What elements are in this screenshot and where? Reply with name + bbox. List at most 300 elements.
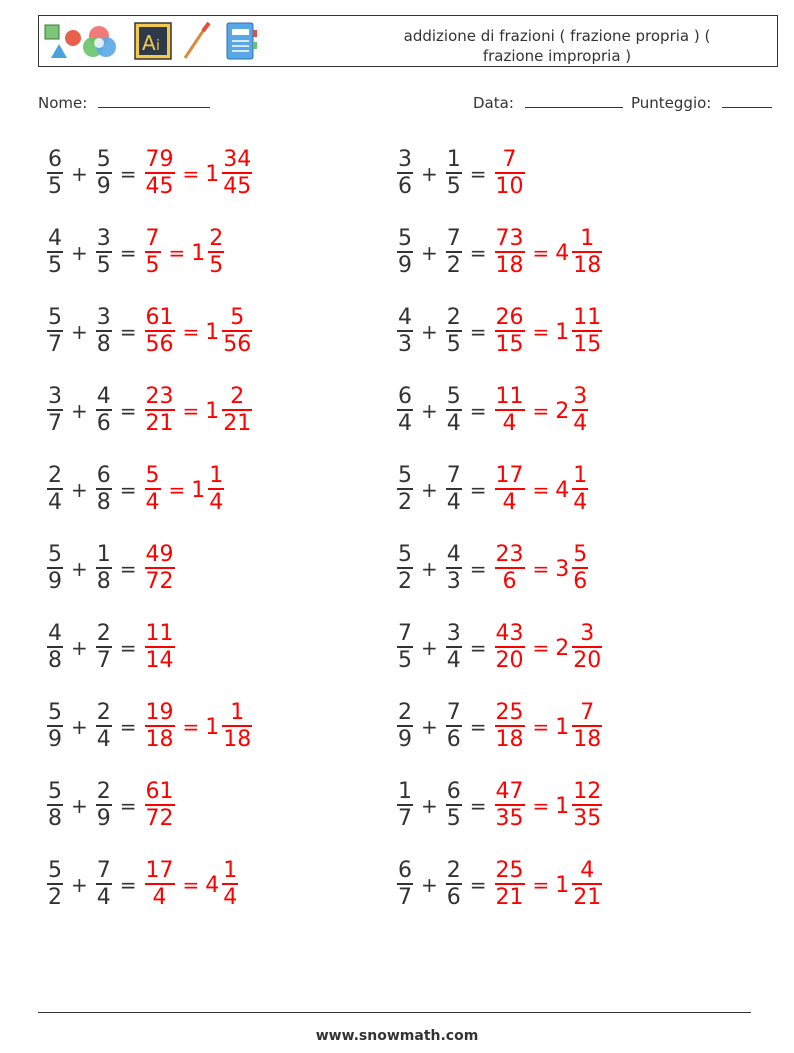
equals-sign: = <box>469 399 487 423</box>
mixed-whole: 1 <box>205 714 220 740</box>
mixed-fraction-numerator: 5 <box>573 542 588 567</box>
sum-fraction-denominator: 10 <box>495 174 524 199</box>
sum-fraction-denominator: 72 <box>145 569 174 594</box>
mixed-fraction-numerator: 3 <box>573 384 588 409</box>
addend-1-numerator: 5 <box>398 542 412 567</box>
plus-sign: + <box>71 794 88 818</box>
equals-sign-answer: = <box>532 715 550 739</box>
mixed-fraction-numerator: 2 <box>209 226 224 251</box>
addend-1-numerator: 5 <box>48 779 62 804</box>
addend-2 <box>96 543 112 595</box>
sum-fraction-numerator: 47 <box>495 779 524 804</box>
addend-1-denominator: 9 <box>48 569 62 594</box>
sum-fraction-denominator: 5 <box>145 253 160 278</box>
mixed-fraction <box>222 859 238 911</box>
addend-1-denominator: 8 <box>48 806 62 831</box>
addend-1-numerator: 2 <box>398 700 412 725</box>
problem-row <box>395 297 604 367</box>
sum-fraction-denominator: 4 <box>502 411 517 436</box>
plus-sign: + <box>421 241 438 265</box>
mixed-whole: 1 <box>555 714 570 740</box>
score-blank <box>722 93 772 108</box>
addend-2-numerator: 6 <box>446 779 461 804</box>
mixed-fraction-denominator: 18 <box>573 727 602 752</box>
addend-1-numerator: 3 <box>398 147 412 172</box>
sum-fraction-denominator: 15 <box>495 332 524 357</box>
mixed-whole: 1 <box>555 319 570 345</box>
addend-1-numerator: 5 <box>398 226 412 251</box>
addend-2 <box>446 701 462 753</box>
mixed-fraction <box>572 701 602 753</box>
addend-2 <box>446 227 462 279</box>
equals-sign: = <box>119 241 137 265</box>
addend-2-numerator: 2 <box>96 621 111 646</box>
equals-sign-answer: = <box>532 478 550 502</box>
mixed-fraction-denominator: 4 <box>573 490 588 515</box>
addend-2-numerator: 5 <box>446 384 461 409</box>
addend-1 <box>397 622 413 674</box>
problem-row <box>45 297 254 367</box>
addend-2-numerator: 3 <box>96 226 111 251</box>
addend-1 <box>397 306 413 358</box>
addend-2 <box>446 859 462 911</box>
equals-sign: = <box>469 636 487 660</box>
equals-sign-answer: = <box>168 478 186 502</box>
addend-1-denominator: 7 <box>398 885 412 910</box>
sum-fraction <box>145 622 175 674</box>
problem-row <box>395 692 604 762</box>
addend-2 <box>96 859 112 911</box>
addend-1-numerator: 6 <box>398 858 412 883</box>
mixed-fraction-numerator: 11 <box>573 305 602 330</box>
addend-2 <box>446 622 462 674</box>
equals-sign: = <box>119 636 137 660</box>
addend-2-denominator: 8 <box>96 569 111 594</box>
title-line-2: frazione impropria ) <box>482 47 632 65</box>
problem-row <box>45 534 177 604</box>
addend-2-denominator: 4 <box>446 411 461 436</box>
addend-2-numerator: 3 <box>96 305 111 330</box>
sum-fraction-denominator: 4 <box>152 885 167 910</box>
addend-2-denominator: 2 <box>446 253 461 278</box>
addend-2 <box>96 385 112 437</box>
sum-fraction-numerator: 17 <box>145 858 174 883</box>
sum-fraction-numerator: 25 <box>495 700 524 725</box>
addend-1-denominator: 5 <box>48 174 62 199</box>
equals-sign: = <box>469 557 487 581</box>
mixed-fraction <box>208 227 224 279</box>
mixed-whole: 1 <box>205 398 220 424</box>
addend-2-numerator: 4 <box>446 542 461 567</box>
equals-sign-answer: = <box>182 162 200 186</box>
svg-text:i: i <box>156 38 160 54</box>
plus-sign: + <box>71 636 88 660</box>
addend-1 <box>397 464 413 516</box>
equals-sign: = <box>119 873 137 897</box>
equals-sign: = <box>119 399 137 423</box>
addend-2 <box>96 227 112 279</box>
addend-2-denominator: 7 <box>96 648 111 673</box>
mixed-fraction <box>208 464 224 516</box>
mixed-fraction-denominator: 4 <box>209 490 224 515</box>
mixed-fraction <box>572 780 602 832</box>
sum-fraction-numerator: 61 <box>145 779 174 804</box>
addend-2-denominator: 5 <box>446 174 461 199</box>
addend-1-numerator: 4 <box>398 305 412 330</box>
sum-fraction <box>495 306 525 358</box>
addend-2-denominator: 6 <box>446 885 461 910</box>
sum-fraction <box>145 543 175 595</box>
addend-1 <box>47 543 63 595</box>
equals-sign-answer: = <box>532 557 550 581</box>
sum-fraction <box>145 701 175 753</box>
mixed-fraction-denominator: 18 <box>223 727 252 752</box>
addend-2-denominator: 4 <box>446 490 461 515</box>
addend-1 <box>397 385 413 437</box>
equals-sign: = <box>469 241 487 265</box>
mixed-fraction-denominator: 35 <box>573 806 602 831</box>
addend-1-denominator: 2 <box>398 490 412 515</box>
mixed-fraction-numerator: 1 <box>580 226 595 251</box>
sum-fraction <box>145 306 175 358</box>
addend-2 <box>96 701 112 753</box>
addend-1 <box>47 701 63 753</box>
addend-2-numerator: 1 <box>96 542 111 567</box>
addend-1-denominator: 2 <box>48 885 62 910</box>
mixed-whole: 4 <box>555 240 570 266</box>
addend-1 <box>47 464 63 516</box>
addend-1-denominator: 9 <box>48 727 62 752</box>
mixed-fraction <box>222 385 252 437</box>
addend-1 <box>397 701 413 753</box>
sum-fraction-numerator: 79 <box>145 147 174 172</box>
sum-fraction <box>495 148 525 200</box>
problem-row <box>45 455 226 525</box>
sum-fraction <box>495 859 525 911</box>
date-blank <box>525 93 623 108</box>
addend-1 <box>397 543 413 595</box>
addend-2-numerator: 2 <box>96 779 111 804</box>
sum-fraction <box>145 464 161 516</box>
addend-1 <box>397 859 413 911</box>
sum-fraction-numerator: 73 <box>495 226 524 251</box>
equals-sign: = <box>469 715 487 739</box>
addend-2-numerator: 7 <box>446 700 461 725</box>
addend-1-numerator: 5 <box>48 305 62 330</box>
worksheet-title <box>357 26 757 66</box>
mixed-fraction <box>222 148 252 200</box>
addend-1-numerator: 4 <box>48 226 62 251</box>
equals-sign-answer: = <box>182 320 200 344</box>
sum-fraction-numerator: 25 <box>495 858 524 883</box>
plus-sign: + <box>421 715 438 739</box>
equals-sign-answer: = <box>168 241 186 265</box>
addend-1-numerator: 3 <box>48 384 62 409</box>
sum-fraction-denominator: 18 <box>495 253 524 278</box>
header-icons <box>43 20 273 62</box>
plus-sign: + <box>421 478 438 502</box>
addend-1 <box>47 385 63 437</box>
sum-fraction <box>495 385 525 437</box>
plus-sign: + <box>421 320 438 344</box>
sum-fraction-denominator: 45 <box>145 174 174 199</box>
addend-2-numerator: 2 <box>96 700 111 725</box>
addend-2 <box>446 148 462 200</box>
mixed-fraction-numerator: 5 <box>230 305 245 330</box>
plus-sign: + <box>71 715 88 739</box>
sum-fraction-denominator: 20 <box>495 648 524 673</box>
mixed-fraction <box>222 306 252 358</box>
equals-sign-answer: = <box>532 320 550 344</box>
mixed-whole: 4 <box>555 477 570 503</box>
addend-2-denominator: 6 <box>446 727 461 752</box>
score-field <box>631 93 772 112</box>
mixed-fraction <box>572 859 602 911</box>
sum-fraction-denominator: 18 <box>145 727 174 752</box>
sum-fraction-numerator: 11 <box>495 384 524 409</box>
equals-sign-answer: = <box>532 399 550 423</box>
problem-row <box>45 613 177 683</box>
sum-fraction-numerator: 7 <box>145 226 160 251</box>
addend-1-numerator: 4 <box>48 621 62 646</box>
equals-sign-answer: = <box>532 241 550 265</box>
sum-fraction <box>495 701 525 753</box>
problem-row <box>395 850 604 920</box>
mixed-whole: 1 <box>205 161 220 187</box>
equals-sign: = <box>119 320 137 344</box>
mixed-fraction-denominator: 6 <box>573 569 588 594</box>
sum-fraction-denominator: 14 <box>145 648 174 673</box>
addend-2-denominator: 8 <box>96 490 111 515</box>
problem-row <box>45 771 177 841</box>
addend-2-denominator: 5 <box>96 253 111 278</box>
addend-1-numerator: 5 <box>398 463 412 488</box>
addend-1-denominator: 5 <box>398 648 412 673</box>
plus-sign: + <box>71 557 88 581</box>
mixed-fraction-denominator: 18 <box>573 253 602 278</box>
addend-2 <box>96 780 112 832</box>
addend-2-numerator: 4 <box>96 384 111 409</box>
addend-1-denominator: 7 <box>398 806 412 831</box>
addend-1-denominator: 6 <box>398 174 412 199</box>
problem-row <box>45 139 254 209</box>
mixed-fraction-denominator: 20 <box>573 648 602 673</box>
mixed-fraction-numerator: 1 <box>230 700 245 725</box>
addend-1 <box>47 227 63 279</box>
sum-fraction-denominator: 72 <box>145 806 174 831</box>
mixed-fraction-numerator: 1 <box>209 463 224 488</box>
addend-2-denominator: 3 <box>446 569 461 594</box>
text-ai-icon <box>135 23 171 59</box>
sum-fraction-denominator: 4 <box>502 490 517 515</box>
mixed-fraction-numerator: 1 <box>573 463 588 488</box>
mixed-fraction-denominator: 4 <box>573 411 588 436</box>
addend-2-denominator: 4 <box>96 727 111 752</box>
addend-1-denominator: 7 <box>48 411 62 436</box>
mixed-fraction <box>572 385 588 437</box>
plus-sign: + <box>71 241 88 265</box>
addend-2-denominator: 9 <box>96 174 111 199</box>
addend-1-numerator: 5 <box>48 700 62 725</box>
mixed-fraction <box>222 701 252 753</box>
problem-row <box>45 692 254 762</box>
shapes-icon <box>45 25 81 58</box>
sum-fraction-numerator: 26 <box>495 305 524 330</box>
sum-fraction-denominator: 6 <box>502 569 517 594</box>
problem-row <box>395 139 527 209</box>
problem-row <box>395 613 604 683</box>
sum-fraction <box>145 780 175 832</box>
mixed-whole: 2 <box>555 635 570 661</box>
plus-sign: + <box>71 162 88 186</box>
addend-1-denominator: 5 <box>48 253 62 278</box>
sum-fraction-numerator: 23 <box>495 542 524 567</box>
equals-sign-answer: = <box>182 873 200 897</box>
sum-fraction-denominator: 35 <box>495 806 524 831</box>
sum-fraction-numerator: 7 <box>502 147 517 172</box>
mixed-whole: 1 <box>191 477 206 503</box>
plus-sign: + <box>71 873 88 897</box>
plus-sign: + <box>421 873 438 897</box>
addend-1-denominator: 4 <box>48 490 62 515</box>
sum-fraction <box>495 227 525 279</box>
date-label: Data: <box>473 94 514 112</box>
equals-sign: = <box>119 557 137 581</box>
problem-row <box>395 218 604 288</box>
equals-sign-answer: = <box>532 873 550 897</box>
problem-row <box>45 376 254 446</box>
addend-1-numerator: 6 <box>398 384 412 409</box>
sum-fraction <box>495 464 525 516</box>
mixed-fraction <box>572 464 588 516</box>
addend-2-numerator: 3 <box>446 621 461 646</box>
sum-fraction-denominator: 18 <box>495 727 524 752</box>
addend-1 <box>47 859 63 911</box>
sum-fraction-denominator: 4 <box>145 490 160 515</box>
sum-fraction-numerator: 19 <box>145 700 174 725</box>
sum-fraction <box>495 543 525 595</box>
addend-2-denominator: 6 <box>96 411 111 436</box>
equals-sign-answer: = <box>532 636 550 660</box>
mixed-fraction <box>572 622 602 674</box>
addend-2-numerator: 5 <box>96 147 111 172</box>
addend-1 <box>47 306 63 358</box>
plus-sign: + <box>421 794 438 818</box>
equals-sign-answer: = <box>182 399 200 423</box>
addend-1 <box>397 780 413 832</box>
addend-2 <box>446 543 462 595</box>
addend-2 <box>446 385 462 437</box>
sum-fraction <box>495 622 525 674</box>
sum-fraction-numerator: 5 <box>145 463 160 488</box>
addend-2-numerator: 6 <box>96 463 111 488</box>
notebook-icon <box>227 23 257 59</box>
sum-fraction-denominator: 21 <box>145 411 174 436</box>
plus-sign: + <box>71 320 88 344</box>
mixed-fraction-numerator: 3 <box>580 621 595 646</box>
sum-fraction-numerator: 61 <box>145 305 174 330</box>
equals-sign: = <box>469 478 487 502</box>
equals-sign: = <box>469 873 487 897</box>
mixed-whole: 1 <box>205 319 220 345</box>
footer-divider <box>38 1012 751 1013</box>
addend-1-numerator: 2 <box>48 463 62 488</box>
mixed-fraction-denominator: 21 <box>223 411 252 436</box>
sum-fraction-numerator: 17 <box>495 463 524 488</box>
addend-1 <box>397 148 413 200</box>
svg-text:A: A <box>142 31 156 55</box>
sum-fraction <box>495 780 525 832</box>
addend-1-denominator: 3 <box>398 332 412 357</box>
addend-2-denominator: 4 <box>446 648 461 673</box>
sum-fraction-denominator: 56 <box>145 332 174 357</box>
addend-2 <box>96 148 112 200</box>
addend-2-denominator: 4 <box>96 885 111 910</box>
addend-1-denominator: 9 <box>398 727 412 752</box>
mixed-fraction <box>572 227 602 279</box>
addend-1 <box>47 780 63 832</box>
addend-1-numerator: 6 <box>48 147 62 172</box>
plus-sign: + <box>421 636 438 660</box>
mixed-fraction-numerator: 7 <box>580 700 595 725</box>
addend-2 <box>96 306 112 358</box>
addend-2 <box>446 306 462 358</box>
addend-1-denominator: 7 <box>48 332 62 357</box>
mixed-fraction <box>572 543 588 595</box>
sum-fraction-numerator: 49 <box>145 542 174 567</box>
equals-sign: = <box>119 715 137 739</box>
problem-row <box>395 771 604 841</box>
name-label: Nome: <box>38 94 88 112</box>
equals-sign: = <box>119 162 137 186</box>
addend-1-denominator: 2 <box>398 569 412 594</box>
equals-sign: = <box>469 320 487 344</box>
sum-fraction-numerator: 23 <box>145 384 174 409</box>
mixed-whole: 3 <box>555 556 570 582</box>
mixed-fraction <box>572 306 602 358</box>
mixed-fraction-numerator: 12 <box>573 779 602 804</box>
sum-fraction <box>145 227 161 279</box>
addend-1-denominator: 4 <box>398 411 412 436</box>
addend-2-denominator: 9 <box>96 806 111 831</box>
plus-sign: + <box>421 557 438 581</box>
equals-sign: = <box>119 794 137 818</box>
title-line-1: addizione di frazioni ( frazione propria ) ( <box>403 27 711 45</box>
mixed-fraction-numerator: 4 <box>580 858 595 883</box>
addend-1-denominator: 9 <box>398 253 412 278</box>
problem-row <box>395 455 590 525</box>
sum-fraction-denominator: 21 <box>495 885 524 910</box>
problem-row <box>45 850 240 920</box>
addend-1-numerator: 5 <box>48 542 62 567</box>
mixed-fraction-numerator: 34 <box>223 147 252 172</box>
name-field <box>38 93 210 112</box>
addend-2-denominator: 8 <box>96 332 111 357</box>
addend-1-numerator: 7 <box>398 621 412 646</box>
equals-sign-answer: = <box>532 794 550 818</box>
equals-sign-answer: = <box>182 715 200 739</box>
addend-1 <box>397 227 413 279</box>
addend-2-numerator: 7 <box>446 463 461 488</box>
equals-sign: = <box>119 478 137 502</box>
mixed-fraction-denominator: 4 <box>223 885 238 910</box>
plus-sign: + <box>421 162 438 186</box>
addend-2 <box>96 464 112 516</box>
mixed-fraction-denominator: 21 <box>573 885 602 910</box>
addend-1-denominator: 8 <box>48 648 62 673</box>
addend-2-numerator: 2 <box>446 858 461 883</box>
score-label: Punteggio: <box>631 94 712 112</box>
